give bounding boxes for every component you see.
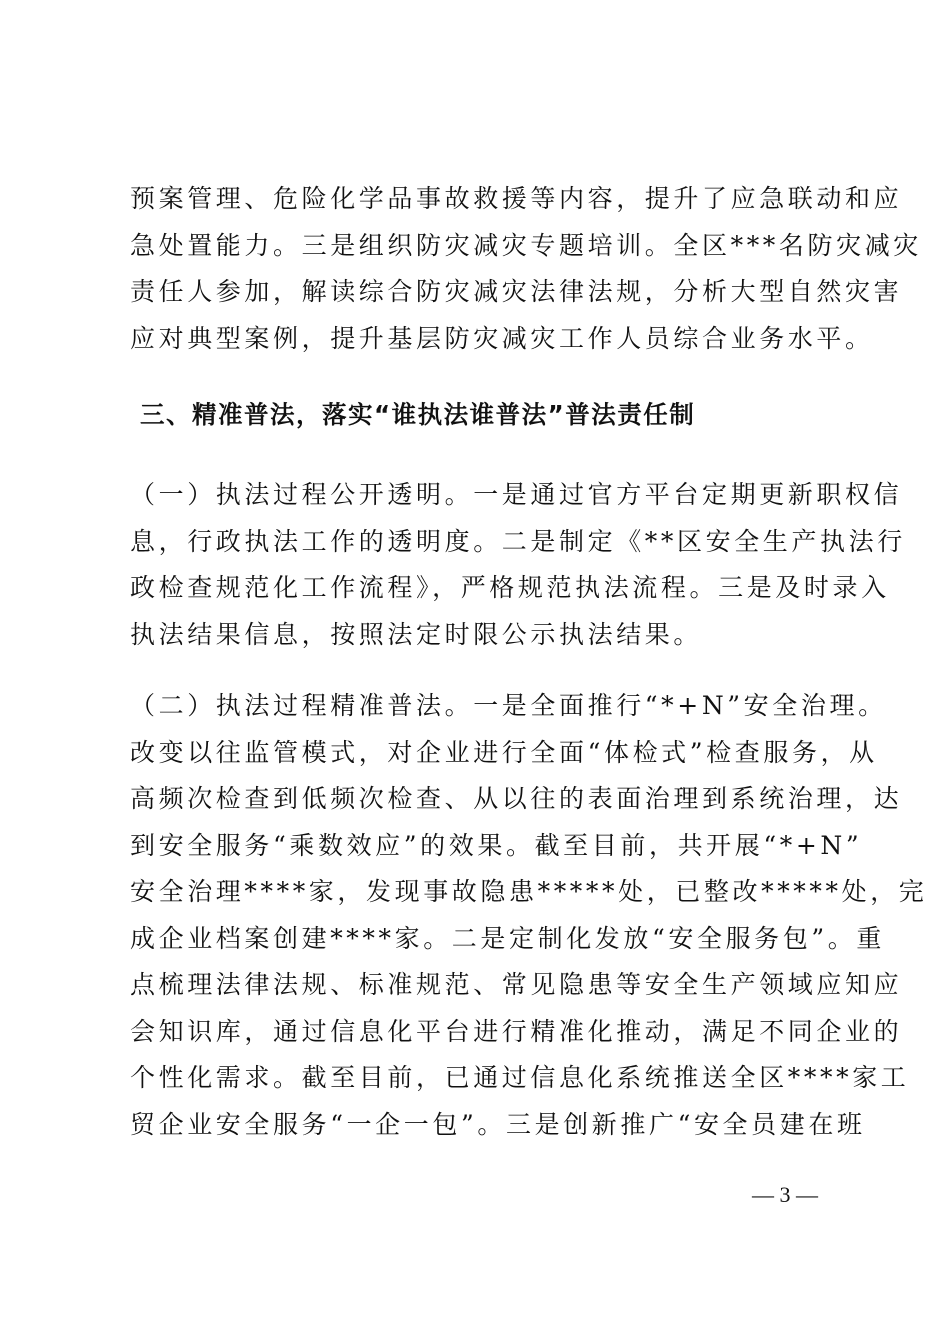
text-line: 急处置能力。三是组织防灾减灾专题培训。全区***名防灾减灾 [130, 230, 922, 260]
item-two-paragraph [130, 683, 928, 1148]
text-line: 应对典型案例，提升基层防灾减灾工作人员综合业务水平。 [130, 323, 874, 353]
text-line: （一）执法过程公开透明。一是通过官方平台定期更新职权信 [130, 480, 903, 509]
page-number: — 3 — [752, 1182, 818, 1207]
continuation-paragraph [130, 176, 922, 362]
text-line: 会知识库，通过信息化平台进行精准化推动，满足不同企业的 [130, 1016, 903, 1046]
text-line: 高频次检查到低频次检查、从以往的表面治理到系统治理，达 [130, 784, 903, 813]
text-line: 改变以往监管模式，对企业进行全面“体检式”检查服务，从 [130, 737, 878, 767]
text-line: 贸企业安全服务“一企一包”。三是创新推广“安全员建在班 [130, 1109, 866, 1139]
item-one-paragraph [130, 472, 906, 658]
text-line: 执法结果信息，按照法定时限公示执法结果。 [130, 619, 703, 649]
text-line: 个性化需求。截至目前，已通过信息化系统推送全区****家工 [130, 1063, 910, 1092]
text-line: （二）执法过程精准普法。一是全面推行“*+N”安全治理。 [130, 691, 887, 720]
text-line: 成企业档案创建****家。二是定制化发放“安全服务包”。重 [130, 923, 885, 953]
text-line: 息，行政执法工作的透明度。二是制定《**区安全生产执法行 [130, 526, 906, 556]
text-line: 政检查规范化工作流程》，严格规范执法流程。三是及时录入 [130, 573, 890, 602]
text-line: 预案管理、危险化学品事故救援等内容，提升了应急联动和应 [130, 184, 903, 213]
text-line: 到安全服务“乘数效应”的效果。截至目前，共开展“*+N” [130, 830, 863, 860]
text-line: 安全治理****家，发现事故隐患*****处，已整改*****处，完 [130, 877, 928, 906]
text-line: 点梳理法律法规、标准规范、常见隐患等安全生产领域应知应 [130, 970, 903, 999]
text-line: 责任人参加，解读综合防灾减灾法律法规，分析大型自然灾害 [130, 277, 903, 306]
section-heading: 三、精准普法，落实“谁执法谁普法”普法责任制 [140, 400, 696, 429]
